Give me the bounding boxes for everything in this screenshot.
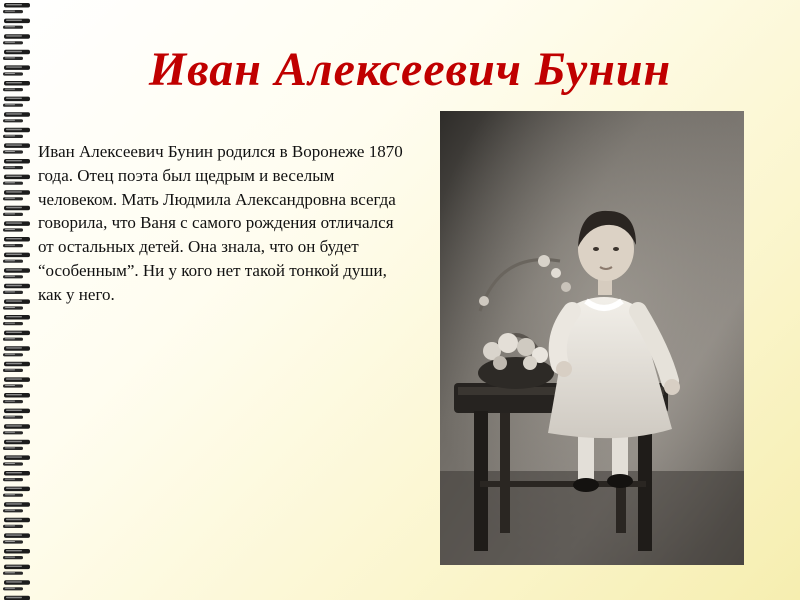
spiral-binding [0, 0, 34, 600]
portrait-photo [440, 111, 744, 565]
biography-paragraph: Иван Алексеевич Бунин родился в Воронеже 1870 года. Отец поэта был щедрым и веселым человеком. Мать Людмила Александровна всегда говорила, что Ваня с самого рождения отличался от остальных детей. Она знала, что он будет “особенным”. Ни у кого нет такой тонкой души, как у него. [38, 142, 403, 304]
page-title: Иван Алексеевич Бунин [148, 43, 672, 96]
